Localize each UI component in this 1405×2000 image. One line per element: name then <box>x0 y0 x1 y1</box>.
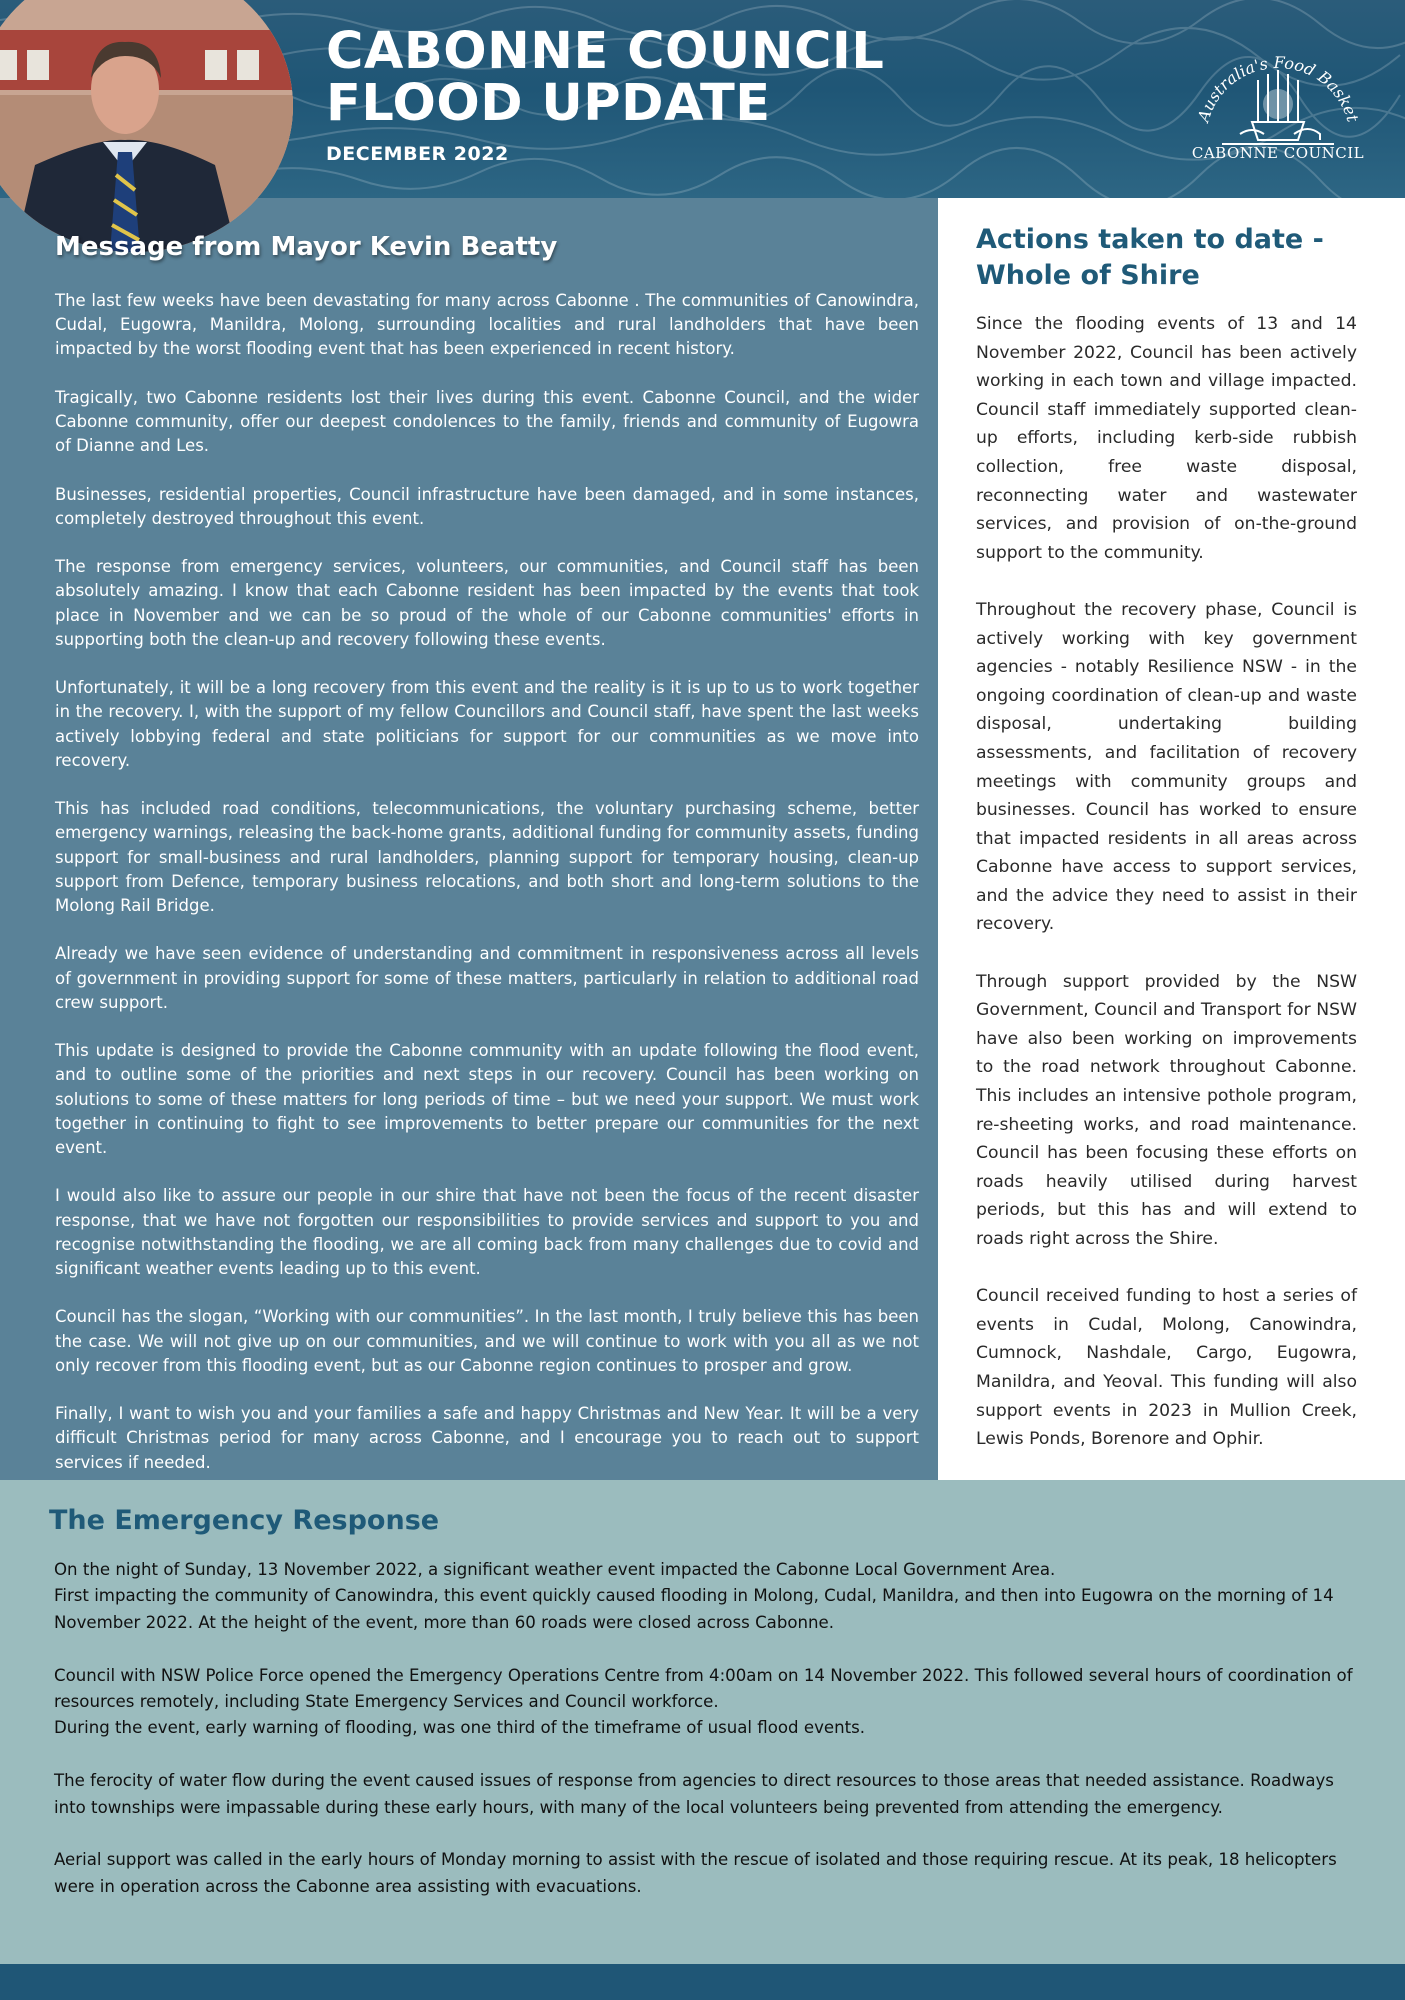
actions-paragraph: Throughout the recovery phase, Council is actively working with key government agencies - notably Resilience NSW - in the ongoing coordination of clean-up and waste disposal, undertaking building assessments, and facilitation of recovery meetings with community groups and businesses. Council has worked to ensure that impacted residents in all areas across Cabonne have access to support services, and the advice they need to assist in their recovery. <box>976 599 1357 935</box>
emergency-paragraph: Council with NSW Police Force opened the Emergency Operations Centre from 4:00am on 14 November 2022. This followed several hours of coordination of resources remotely, including State Emergency Services and Council workforce. During the event, early warning of flooding, was one third of the timeframe of usual flood events. <box>54 1665 1353 1738</box>
mayor-paragraph: Already we have seen evidence of understanding and commitment in responsiveness across all levels of government in providing support for some of these matters, particularly in relation to additional road crew support. <box>55 944 919 1012</box>
title-line-2: FLOOD UPDATE <box>326 74 771 133</box>
actions-paragraph: Through support provided by the NSW Government, Council and Transport for NSW have also been working on improvements to the road network throughout Cabonne. This includes an intensive pothole program, re-sheeting works, and road maintenance. Council has been focusing these efforts on roads heavily utilised during harvest periods, but this has and will extend to roads right across the Shire. <box>976 971 1357 1249</box>
logo-name: CABONNE COUNCIL <box>1191 144 1365 162</box>
mayor-paragraph: The response from emergency services, volunteers, our communities, and Council staff has been absolutely amazing. I know that each Cabonne resident has been impacted by the events that took place in November and we can be so proud of the whole of our Cabonne communities' efforts in supporting both the clean-up and recovery following these events. <box>55 557 919 649</box>
actions-paragraph: Council received funding to host a series of events in Cudal, Molong, Canowindra, Cumnock, Nashdale, Cargo, Eugowra, Manildra, and Yeoval. This funding will also support events in 2023 in Mullion Creek, Lewis Ponds, Borenore and Ophir. <box>976 1286 1357 1450</box>
emergency-paragraph: Aerial support was called in the early hours of Monday morning to assist with the rescue of isolated and those requiring rescue. At its peak, 18 helicopters were in operation across the Cabonne area assisting with evacuations. <box>54 1850 1337 1896</box>
emergency-paragraph: On the night of Sunday, 13 November 2022, a significant weather event impacted the Cabonne Local Government Area. First impacting the community of Canowindra, this event quickly caused flooding in Molong, Cudal, Manildra, and then into Eugowra on the morning of 14 November 2022. At the height of the event, more than 60 roads were closed across Cabonne. <box>54 1560 1334 1632</box>
page-title <box>326 22 885 133</box>
mayor-paragraph: I would also like to assure our people in our shire that have not been the focus of the recent disaster response, that we have not forgotten our responsibilities to provide services and support to you and recognise notwithstanding the flooding, we are all coming back from many challenges due to covid and significant weather events leading up to this event. <box>55 1186 919 1278</box>
mayor-paragraph: Unfortunately, it will be a long recovery from this event and the reality is it is up to us to work together in the recovery. I, with the support of my fellow Councillors and Council staff, have spent the last weeks actively lobbying federal and state politicians for support for our communities as we move into recovery. <box>55 678 919 770</box>
mayor-paragraph: This update is designed to provide the Cabonne community with an update following the flood event, and to outline some of the priorities and next steps in our recovery. Council has been working on solutions to some of these matters for long periods of time – but we need your support. We must work together in continuing to fight to see improvements to better prepare our communities for the next event. <box>55 1041 919 1157</box>
mayor-paragraph: Businesses, residential properties, Council infrastructure have been damaged, and in some instances, completely destroyed throughout this event. <box>55 484 919 528</box>
mayor-paragraph: Finally, I want to wish you and your families a safe and happy Christmas and New Year. It will be a very difficult Christmas period for many across Cabonne, and I encourage you to reach out to support services if needed. <box>55 1404 919 1472</box>
issue-date: DECEMBER 2022 <box>326 143 509 165</box>
logo-arc-text: Australia's Food Basket <box>1193 52 1363 125</box>
mayor-paragraph: Council has the slogan, “Working with our communities”. In the last month, I truly believe this has been the case. We will not give up on our communities, and we will continue to work with you all as we not only recover from this flooding event, but as our Cabonne region continues to prosper and grow. <box>55 1307 919 1375</box>
actions-heading: Actions taken to date - Whole of Shire <box>976 224 1324 291</box>
actions-body <box>976 310 1357 1482</box>
mayor-message-heading: Message from Mayor Kevin Beatty <box>55 232 558 262</box>
mayor-paragraph: This has included road conditions, telecommunications, the voluntary purchasing scheme, better emergency warnings, releasing the back-home grants, additional funding for community assets, funding support for small-business and rural landholders, planning support for temporary housing, clean-up support from Defence, temporary business relocations, and both short and long-term solutions to the Molong Rail Bridge. <box>55 799 919 915</box>
emergency-paragraph: The ferocity of water flow during the event caused issues of response from agencies to direct resources to those areas that needed assistance. Roadways into townships were impassable during these early hours, with many of the local volunteers being prevented from attending the emergency. <box>54 1771 1334 1817</box>
emergency-heading: The Emergency Response <box>49 1505 440 1536</box>
mayor-paragraph: The last few weeks have been devastating for many across Cabonne . The communities of Canowindra, Cudal, Eugowra, Manildra, Molong, surrounding localities and rural landholders that have been impacted by the worst flooding event that has been experienced in recent history. <box>55 291 919 359</box>
emergency-body <box>54 1557 1358 1927</box>
mayor-paragraph: Tragically, two Cabonne residents lost their lives during this event. Cabonne Council, and the wider Cabonne community, offer our deepest condolences to the family, friends and community of Eugowra of Dianne and Les. <box>55 387 919 456</box>
actions-paragraph: Since the flooding events of 13 and 14 November 2022, Council has been actively working in each town and village impacted. Council staff immediately supported clean-up efforts, including kerb-side rubbish collection, free waste disposal, reconnecting water and wastewater services, and provision of on-the-ground support to the community. <box>976 314 1357 563</box>
page-footer-bar <box>0 1964 1405 2000</box>
mayor-message-body <box>55 289 919 1499</box>
title-line-1: CABONNE COUNCIL <box>326 22 885 81</box>
